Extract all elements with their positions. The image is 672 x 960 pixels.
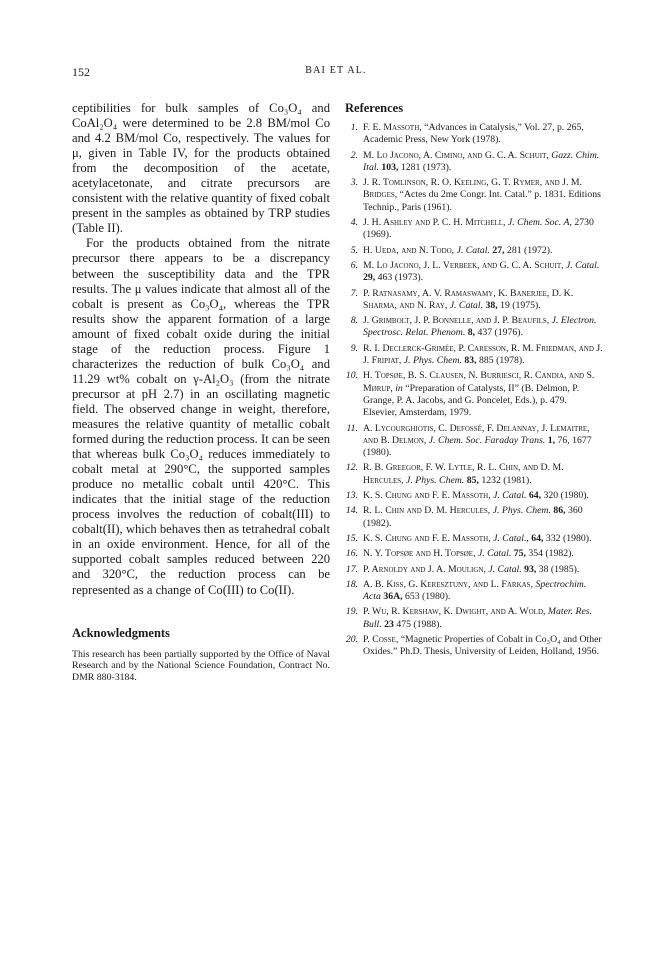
reference-item: [345, 315, 603, 340]
page-number: 152: [72, 65, 90, 79]
reference-authors: A. B. Kiss, G. Keresztuny, and L. Farkas,: [363, 578, 534, 590]
reference-item: [345, 343, 603, 368]
reference-list: [345, 122, 603, 659]
reference-details: “Preparation of Catalysts, II” (B. Delmon, P. Grange, P. A. Jacobs, and G. Poncelet, Eds.), p. 479. Elsevier, Amsterdam, 1979.: [363, 382, 580, 419]
reference-volume: 64,: [528, 490, 542, 502]
reference-item: [345, 564, 603, 576]
left-column: [72, 101, 330, 683]
reference-journal: Mater. Res. Bull.: [363, 606, 593, 630]
reference-authors: H. Ueda, and N. Todo,: [363, 244, 455, 256]
right-column: [345, 101, 603, 662]
reference-item: [345, 370, 603, 419]
reference-number: 17.: [345, 563, 358, 575]
reference-number: 16.: [345, 548, 358, 560]
reference-number: 3.: [350, 177, 358, 189]
reference-number: 19.: [345, 606, 358, 618]
reference-details: 354 (1982).: [528, 548, 574, 560]
reference-volume: 1,: [547, 434, 555, 446]
reference-details: 38 (1985).: [538, 563, 580, 575]
reference-journal: J. Phys. Chem.: [492, 505, 551, 517]
reference-journal: J. Electron. Spectrosc. Relat. Phenom.: [363, 315, 597, 339]
reference-number: 15.: [345, 532, 358, 544]
running-head: BAI ET AL.: [305, 65, 367, 76]
reference-number: 13.: [345, 490, 358, 502]
reference-authors: J. Grimbolt, J. P. Bonnelle, and J. P. Beaufils,: [363, 315, 550, 327]
reference-journal: J. Catal.: [456, 244, 490, 256]
reference-number: 14.: [345, 505, 358, 517]
reference-journal: J. Catal.: [477, 548, 512, 560]
reference-number: 6.: [350, 259, 358, 271]
reference-volume: 36A,: [383, 591, 403, 603]
reference-authors: M. Lo Jacono, J. L. Verbeek, and G. C. A. Schuit,: [363, 259, 564, 271]
reference-authors: P. Arnoldy and J. A. Moulign,: [363, 563, 486, 575]
reference-number: 4.: [350, 217, 358, 229]
reference-number: 12.: [345, 462, 358, 474]
reference-journal: J. Catal.: [493, 490, 527, 502]
reference-volume: 23: [384, 618, 394, 630]
reference-details: 475 (1988).: [396, 618, 442, 630]
reference-number: 10.: [345, 370, 358, 382]
reference-number: 5.: [350, 244, 358, 256]
reference-authors: J. R. Tomlinson, R. O. Keeling, G. T. Rymer, and J. M. Bridges,: [363, 177, 582, 201]
reference-volume: 75,: [513, 548, 526, 560]
reference-number: 20.: [345, 633, 358, 645]
reference-number: 2.: [350, 149, 358, 161]
reference-number: 7.: [350, 287, 358, 299]
reference-details: 463 (1973).: [377, 272, 424, 284]
reference-item: [345, 462, 603, 487]
reference-item: [345, 533, 603, 545]
reference-authors: P. Cosse,: [363, 633, 399, 645]
reference-number: 1.: [350, 122, 358, 133]
reference-volume: 83,: [464, 355, 477, 367]
reference-details: 653 (1980).: [404, 591, 451, 603]
reference-volume: 93,: [524, 563, 537, 575]
reference-number: 8.: [350, 315, 358, 327]
reference-details: 76, 1677 (1980).: [363, 434, 592, 459]
reference-volume: 27,: [492, 244, 505, 256]
reference-volume: 29,: [363, 272, 376, 284]
reference-journal: J. Chem. Soc. Faraday Trans.: [428, 434, 546, 446]
reference-details: 320 (1980).: [543, 490, 589, 502]
reference-journal: J. Catal.: [449, 299, 484, 311]
reference-authors: R. B. Greegor, F. W. Lytle, R. L. Chin, and D. M. Hercules,: [363, 462, 564, 486]
reference-item: [345, 288, 603, 313]
reference-authors: F. E. Massoth,: [363, 122, 422, 133]
reference-item: [345, 548, 603, 560]
acknowledgments-heading: Acknowledgments: [72, 625, 170, 640]
reference-journal: J. Chem. Soc. A,: [507, 217, 572, 229]
reference-details: 332 (1980).: [545, 532, 592, 544]
reference-volume: 86,: [553, 505, 566, 517]
reference-authors: M. Lo Jacono, A. Cimino, and G. C. A. Schuit,: [363, 149, 549, 161]
reference-details: 281 (1972).: [506, 244, 553, 256]
reference-journal: J. Phys. Chem.: [406, 474, 465, 486]
reference-journal: J. Catal.: [488, 563, 522, 575]
reference-authors: K. S. Chung and F. E. Massoth,: [363, 532, 491, 544]
reference-authors: K. S. Chung and F. E. Massoth,: [363, 490, 491, 502]
reference-journal: J. Catal.,: [493, 532, 529, 544]
reference-item: [345, 217, 603, 242]
body-text: [72, 101, 330, 598]
reference-journal: in: [395, 382, 403, 394]
reference-details: 437 (1976).: [477, 327, 523, 339]
reference-item: [345, 579, 603, 604]
reference-journal: Spectrochim. Acta: [363, 578, 587, 603]
reference-number: 18.: [345, 578, 358, 590]
reference-details: “Advances in Catalysis,” Vol. 27, p. 265, Academic Press, New York (1978).: [363, 122, 584, 146]
acknowledgments-text: This research has been partially supported by the Office of Naval Research and by the National Science Foundation, Contract No. DMR 880-3184.: [72, 648, 330, 683]
reference-authors: N. Y. Topsøe and H. Topsøe,: [363, 548, 476, 560]
reference-authors: H. Topsøe, B. S. Clausen, N. Burriesci, R. Candia, and S. Mørup,: [363, 370, 595, 394]
reference-details: 1232 (1981).: [481, 474, 532, 486]
reference-volume: 38,: [485, 299, 498, 311]
reference-details: “Magnetic Properties of Cobalt in Co₃O₄ and Other Oxides.” Ph.D. Thesis, University of Leiden, Holland, 1956.: [363, 633, 602, 658]
reference-volume: 103,: [381, 161, 399, 173]
reference-volume: 8,: [467, 327, 476, 339]
reference-details: 2730 (1969).: [363, 217, 594, 241]
reference-item: [345, 423, 603, 460]
reference-item: [345, 505, 603, 530]
reference-item: [345, 177, 603, 214]
reference-authors: R. L. Chin and D. M. Hercules,: [363, 505, 491, 517]
reference-item: [345, 490, 603, 502]
reference-item: [345, 245, 603, 257]
body-paragraph-1: ceptibilities for bulk samples of Co₃O₄ and CoAl₂O₄ were determined to be 2.8 BM/mol Co and 4.2 BM/mol Co, respectively. The values for μ, given in Table IV, for the products obtained from the decomposition of the acetate, acetylacetonate, and citrate precursors are consistent with the relative quantity of fixed cobalt present in the samples as obtained by TRP studies (Table II).: [72, 101, 330, 236]
reference-volume: 64,: [531, 532, 544, 544]
reference-authors: P. Ratnasamy, A. V. Ramaswamy, K. Banerjee, D. K. Sharma, and N. Ray,: [363, 287, 574, 311]
reference-number: 9.: [350, 342, 358, 354]
page-header: [0, 65, 672, 81]
reference-details: 19 (1975).: [500, 299, 541, 311]
reference-details: “Actes du 2me Congr. Int. Catal.” p. 1831. Editions Technip., Paris (1961).: [363, 189, 601, 213]
reference-authors: R. I. Declerck-Grimée, P. Caresson, R. M. Friedman, and J. J. Fripiat,: [363, 342, 603, 367]
reference-journal: J. Phys. Chem.: [403, 355, 462, 367]
reference-item: [345, 260, 603, 285]
reference-item: [345, 122, 603, 147]
reference-authors: P. Wu, R. Kershaw, K. Dwight, and A. Wold,: [363, 606, 546, 618]
reference-authors: J. H. Ashley and P. C. H. Mitchell,: [363, 217, 506, 229]
reference-journal: J. Catal.: [565, 259, 600, 271]
reference-details: 885 (1978).: [479, 355, 525, 367]
reference-item: [345, 634, 603, 659]
reference-item: [345, 150, 603, 175]
reference-authors: A. Lycourghiotis, C. Defossé, F. Delannay, J. Lemaitre, and B. Delmon,: [363, 422, 590, 446]
reference-details: 1281 (1973).: [400, 161, 452, 173]
reference-journal: Gazz. Chim. Ital.: [363, 149, 600, 173]
references-heading: References: [345, 101, 404, 115]
reference-volume: 85,: [466, 474, 479, 486]
reference-details: 360 (1982).: [363, 505, 583, 529]
reference-item: [345, 606, 603, 631]
body-paragraph-2: For the products obtained from the nitrate precursor there appears to be a discrepancy between the susceptibility data and the TPR results. The μ values indicate that almost all of the cobalt is present as Co₃O₄, whereas the TPR results show the apparent formation of a large amount of fixed cobalt oxide during the initial stage of the reduction process. Figure 1 characterizes the reduction of bulk Co₃O₄ and 11.29 wt% cobalt on γ-Al₂O₃ (from the nitrate precursor at pH 2.7) in an oscillating magnetic field. The observed change in weight, therefore, measures the relative quantity of metallic cobalt formed during the reduction process. It can be seen that whereas bulk Co₃O₄ reduces immediately to cobalt metal at 290°C, the supported samples produce no metallic cobalt until 420°C. This indicates that the initial stage of the reduction process involves the reduction of cobalt(III) to cobalt(II), which behaves then as tetrahedral cobalt in an oxide environment. Hence, for all of the supported cobalt samples reduced between 220 and 320°C, the reduction process can be represented as a change of Co(III) to Co(II).: [72, 236, 330, 597]
reference-number: 11.: [346, 422, 358, 434]
